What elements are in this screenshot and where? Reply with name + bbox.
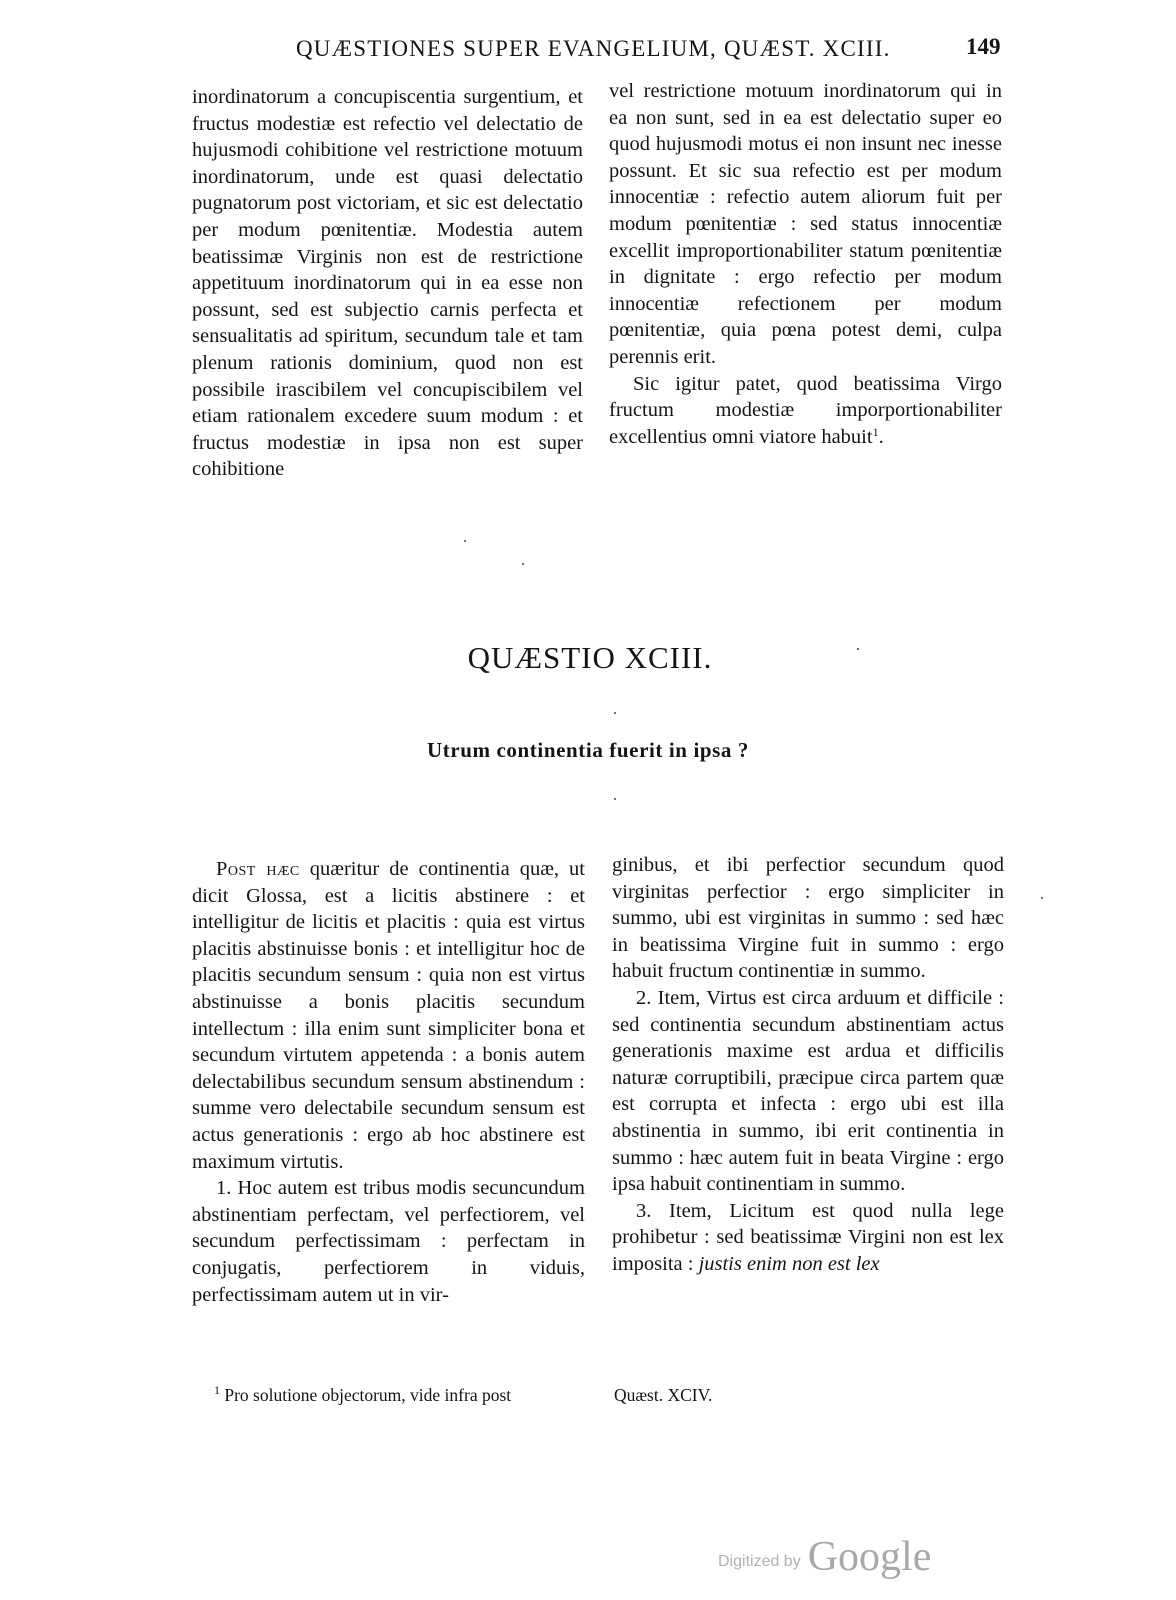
paragraph: inordinatorum a concupiscentia surgentium, et fructus modestiæ est refectio vel delectatio de hujusmodi cohibitione vel restrictione motuum inordinatorum, unde est quasi delectatio pugnatorum post victoriam, et sic est delectatio per modum pœnitentiæ. Modestia autem beatissimæ Virginis non est de restrictione appetituum inordinatorum qui in ea esse non possunt, sed est subjectio carnis perfecta et sensualitatis ad spiritum, secundum tale et tam plenum rationis dominium, quod non est possibile irascibilem vel concupiscibilem vel etiam rationalem excedere suum modum : et fructus modestiæ in ipsa non est super cohibitione	[192, 86, 583, 481]
paragraph-text: 3. Item, Licitum est quod nulla lege prohibetur : sed beatissimæ Virgini non est lex imposita :	[612, 1199, 1004, 1275]
paragraph: 1. Hoc autem est tribus modis secuncundum abstinentiam perfectam, vel perfectiorem, vel secundum perfectissimam : perfectam in conjugatis, perfectiorem in viduis, perfectissimam autem ut in vir-	[192, 1177, 585, 1306]
paragraph-text: quæritur de continentia quæ, ut dicit Glossa, est a licitis abstinere : et intelligitur de licitis et placitis : quia est virtus placitis abstinuisse bonis : et intelligitur hoc de placitis secundum sensum : quia non est virtus abstinuisse a bonis placitis secundum intellectum : illa enim sunt simpliciter bona et secundum virtutem appetenda : a bonis autem delectabilibus secundum sensum abstinendum : summe vero delectabile secundum sensum est actus generationis : ergo ab hoc abstinere est maximum virtutis.	[192, 858, 585, 1173]
footnote-marker: 1	[214, 1383, 220, 1397]
question-subtitle: Utrum continentia fuerit in ipsa ?	[427, 738, 749, 762]
top-left-column	[192, 84, 583, 483]
question-title: QUÆSTIO XCIII.	[467, 640, 713, 675]
paragraph-text: Sic igitur patet, quod beatissima Virgo fructum modestiæ imporportionabiliter excellentius omni viatore habuit	[609, 372, 1002, 448]
bottom-right-column	[612, 852, 1004, 1278]
paragraph: ginibus, et ibi perfectior secundum quod virginitas perfectior : ergo simpliciter in summo, ubi est virginitas in summo : sed hæc in beatissima Virgine fuit in summo : ergo habuit fructum continentiæ in summo.	[612, 854, 1004, 983]
digitization-watermark	[718, 1533, 931, 1581]
scan-speck	[1041, 897, 1043, 899]
top-right-column	[609, 78, 1002, 450]
scan-speck	[857, 648, 859, 650]
scan-speck	[464, 540, 466, 542]
quotation: justis enim non est lex	[698, 1252, 880, 1275]
paragraph	[192, 856, 585, 1175]
footnote-continuation: Quæst. XCIV.	[614, 1385, 713, 1405]
paragraph	[609, 371, 1002, 451]
google-logo: Google	[807, 1534, 932, 1580]
bottom-left-column	[192, 856, 585, 1308]
paragraph-end: .	[878, 425, 884, 448]
paragraph	[612, 1198, 1004, 1278]
opening-words: Post hæc	[216, 858, 300, 880]
scan-speck	[614, 798, 616, 800]
page-number: 149	[966, 34, 1001, 59]
watermark-label: Digitized by	[718, 1553, 801, 1570]
scan-speck	[614, 712, 616, 714]
running-title: QUÆSTIONES SUPER EVANGELIUM, QUÆST. XCIII.	[296, 36, 891, 61]
paragraph: vel restrictione motuum inordinatorum qui in ea non sunt, sed in ea est delectatio super eo quod hujusmodi motus ei non insunt nec inesse possunt. Et sic sua refectio est per modum innocentiæ : refectio autem aliorum fuit per modum pœnitentiæ : sed status innocentiæ excellit improportionabiliter statum pœnitentiæ in dignitate : ergo refectio per modum innocentiæ refectionem per modum pœnitentiæ, quia pœna potest demi, culpa perennis erit.	[609, 80, 1002, 368]
footnote-reference: 1	[872, 424, 879, 439]
footnote-text: Pro solutione objectorum, vide infra post	[220, 1385, 512, 1405]
footnote	[214, 1385, 511, 1406]
scan-speck	[522, 563, 524, 565]
paragraph: 2. Item, Virtus est circa arduum et difficile : sed continentia secundum abstinentiam actus generationis maxime est ardua et difficilis naturæ corruptibili, præcipue circa partem quæ est corrupta et infecta : ergo ubi est illa abstinentia in summo, ibi erit continentia in summo : hæc autem fuit in beata Virgine : ergo ipsa habuit continentiam in summo.	[612, 986, 1004, 1196]
